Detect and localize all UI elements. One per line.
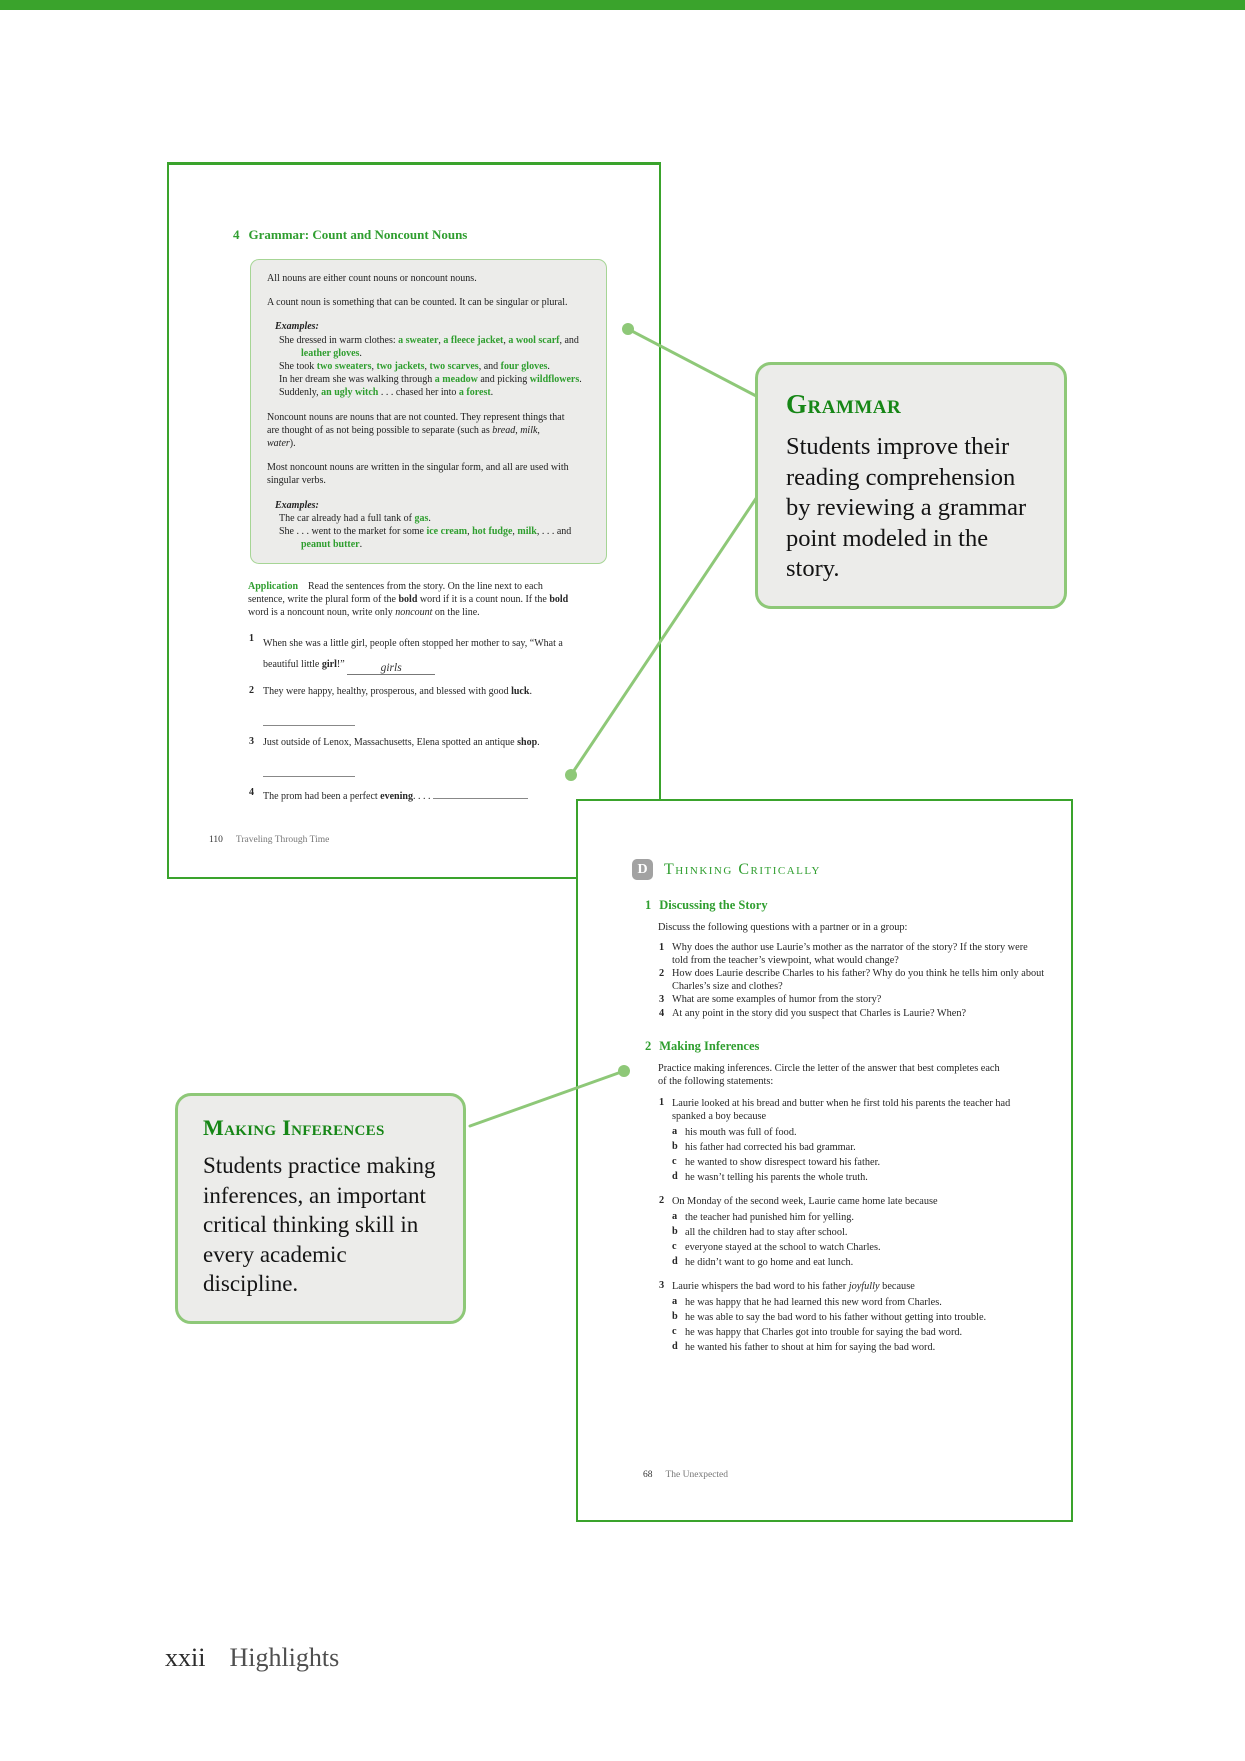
- choice-row: [672, 1241, 1045, 1254]
- question-row: [659, 994, 1045, 1007]
- subsection-number: 2: [645, 1038, 652, 1053]
- question-text: What are some examples of humor from the story?: [672, 994, 882, 1006]
- choice-letter: a: [672, 1210, 678, 1222]
- choice-text: he wasn’t telling his parents the whole truth.: [685, 1171, 868, 1183]
- question-number: 1: [659, 942, 665, 953]
- answer-blank-line: [263, 764, 355, 777]
- choice-text: he was happy that he had learned this new word from Charles.: [685, 1296, 942, 1308]
- item-number: 4: [249, 786, 254, 798]
- rule-paragraph: All nouns are either count nouns or noncount nouns.: [267, 273, 477, 284]
- subsection-number: 1: [645, 898, 652, 912]
- choices: [672, 1126, 1045, 1184]
- choice-letter: b: [672, 1140, 678, 1152]
- choice-row: [672, 1156, 1045, 1169]
- question-number: 2: [659, 968, 665, 980]
- page-number: 110: [209, 835, 223, 845]
- answer-blank-line: [433, 787, 528, 799]
- subsection-title: Making Inferences: [659, 1038, 760, 1053]
- examples-group: [267, 320, 590, 399]
- choice-row: [672, 1296, 1045, 1309]
- choice-text: everyone stayed at the school to watch Charles.: [685, 1241, 881, 1253]
- question-number: 2: [659, 1194, 665, 1206]
- folio-label: Highlights: [229, 1643, 340, 1672]
- choice-text: his mouth was full of food.: [685, 1126, 797, 1138]
- section-intro: Discuss the following questions with a partner or in a group:: [658, 922, 908, 933]
- mcq-stem: [659, 1097, 1045, 1123]
- rule-paragraph: Noncount nouns are nouns that are not counted. They represent things that are thought of as not being possible to separate (such as bread, milk, water).: [267, 411, 565, 450]
- section-letter-badge: D: [632, 859, 653, 880]
- item-number: 2: [249, 684, 254, 696]
- stem-text: Laurie whispers the bad word to his father joyfully because: [672, 1280, 915, 1292]
- choice-text: his father had corrected his bad grammar.: [685, 1141, 856, 1153]
- item-text: [263, 685, 532, 726]
- rule-paragraph: Most noncount nouns are written in the singular form, and all are used with singular verbs.: [267, 462, 569, 487]
- page2-content: [578, 801, 1071, 1354]
- choice-text: all the children had to stay after school.: [685, 1226, 848, 1238]
- choice-row: [672, 1211, 1045, 1224]
- thinking-critically-header: [632, 859, 1045, 880]
- choice-text: the teacher had punished him for yelling.: [685, 1211, 854, 1223]
- book-folio-line: [165, 1643, 339, 1673]
- choices: [672, 1211, 1045, 1269]
- choice-letter: c: [672, 1155, 677, 1167]
- page1-footer: [209, 835, 329, 845]
- example-line: Suddenly, an ugly witch . . . chased her into a forest.: [279, 387, 494, 399]
- choice-row: [672, 1311, 1045, 1324]
- choice-row: [672, 1226, 1045, 1239]
- mcq-stem: [659, 1280, 1045, 1293]
- inferences-callout-body: Students practice making inferences, an important critical thinking skill in every academic discipline.: [203, 1153, 436, 1296]
- page-number: 68: [643, 1470, 653, 1480]
- choice-row: [672, 1141, 1045, 1154]
- item-sentence: The prom had been a perfect evening. . . .: [263, 790, 433, 802]
- section-number: 4: [233, 227, 240, 242]
- examples-label: Examples:: [275, 321, 319, 333]
- choice-letter: c: [672, 1240, 677, 1252]
- item-number: 3: [249, 735, 254, 747]
- grammar-callout-body: Students improve their reading comprehension by reviewing a grammar point modeled in the story.: [786, 433, 1027, 582]
- question-row: [659, 942, 1045, 967]
- section-title: Grammar: Count and Noncount Nouns: [248, 227, 468, 242]
- grammar-callout-title: Grammar: [786, 389, 902, 419]
- page1-content: [169, 165, 659, 804]
- grammar-rule-box: [250, 259, 607, 564]
- example-line: In her dream she was walking through a meadow and picking wildflowers.: [279, 374, 582, 386]
- example-line: She . . . went to the market for some ice cream, hot fudge, milk, . . . and peanut butter.: [279, 526, 572, 551]
- mcq-item: [659, 1097, 1045, 1184]
- application-item: [249, 685, 659, 726]
- page2-thumbnail: [576, 799, 1073, 1522]
- choice-letter: a: [672, 1295, 678, 1307]
- item-number: 1: [249, 632, 254, 644]
- page2-footer: [643, 1470, 728, 1480]
- subsection-title: Discussing the Story: [659, 898, 768, 912]
- application-paragraph: Application Read the sentences from the story. On the line next to each sentence, write the plural form of the bold word if it is a count noun. If the bold word is a noncount noun, write only noncount on the line.: [248, 581, 569, 619]
- inference-questions: [659, 1097, 1045, 1354]
- example-line: She took two sweaters, two jackets, two scarves, and four gloves.: [279, 361, 550, 373]
- choice-row: [672, 1126, 1045, 1139]
- choice-letter: d: [672, 1170, 678, 1182]
- folio-number: xxii: [165, 1643, 206, 1672]
- choice-text: he didn’t want to go home and eat lunch.: [685, 1256, 854, 1268]
- grammar-callout: [755, 362, 1067, 609]
- choice-text: he was able to say the bad word to his father without getting into trouble.: [685, 1311, 987, 1323]
- example-line: The car already had a full tank of gas.: [279, 512, 431, 524]
- question-text: At any point in the story did you suspect that Charles is Laurie? When?: [672, 1007, 967, 1019]
- choice-letter: d: [672, 1340, 678, 1352]
- question-text: How does Laurie describe Charles to his father? Why do you think he tells him only about Charles’s size and clothes?: [672, 968, 1045, 992]
- question-row: [659, 968, 1045, 993]
- application-item: [249, 736, 659, 777]
- mcq-item: [659, 1280, 1045, 1354]
- question-text: Why does the author use Laurie’s mother as the narrator of the story? If the story were told from the teacher’s viewpoint, what would change?: [672, 942, 1028, 966]
- making-inferences-heading: [645, 1039, 1045, 1054]
- application-items: [249, 633, 659, 804]
- book-title: Traveling Through Time: [235, 835, 330, 845]
- discussing-story-heading: [645, 898, 1045, 913]
- thinking-critically-title: Thinking Critically: [664, 860, 821, 878]
- choices: [672, 1296, 1045, 1354]
- item-text: [263, 787, 528, 804]
- question-row: [659, 1008, 1045, 1021]
- mcq-stem: [659, 1195, 1045, 1208]
- inferences-callout: [175, 1093, 466, 1324]
- examples-label: Examples:: [275, 499, 319, 511]
- item-sentence: They were happy, healthy, prosperous, and blessed with good luck.: [263, 685, 532, 697]
- question-number: 4: [659, 1007, 665, 1019]
- item-sentence: Just outside of Lenox, Massachusetts, Elena spotted an antique shop.: [263, 736, 540, 748]
- section-intro: Practice making inferences. Circle the letter of the answer that best completes each of the following statements:: [658, 1062, 1000, 1087]
- stem-text: On Monday of the second week, Laurie came home late because: [672, 1195, 938, 1207]
- question-number: 1: [659, 1096, 665, 1108]
- grammar-section-heading: [233, 227, 659, 243]
- discussion-questions: [659, 942, 1045, 1021]
- top-green-bar: [0, 0, 1245, 10]
- choice-row: [672, 1341, 1045, 1354]
- stem-text: Laurie looked at his bread and butter when he first told his parents the teacher had spanked a boy because: [672, 1097, 1011, 1122]
- item-sentence: When she was a little girl, people often stopped her mother to say, “What a beautiful little girl!”: [263, 637, 563, 670]
- answer-blank-line: [263, 713, 355, 726]
- mcq-item: [659, 1195, 1045, 1269]
- question-number: 3: [659, 994, 665, 1006]
- page1-thumbnail: [167, 162, 661, 879]
- choice-text: he was happy that Charles got into trouble for saying the bad word.: [685, 1326, 963, 1338]
- choice-row: [672, 1326, 1045, 1339]
- application-item: [249, 633, 659, 675]
- choice-letter: b: [672, 1225, 678, 1237]
- question-number: 3: [659, 1279, 665, 1291]
- choice-text: he wanted his father to shout at him for saying the bad word.: [685, 1341, 936, 1353]
- choice-letter: d: [672, 1255, 678, 1267]
- example-line: She dressed in warm clothes: a sweater, a fleece jacket, a wool scarf, and leather gloves.: [279, 334, 579, 359]
- choice-row: [672, 1171, 1045, 1184]
- choice-letter: c: [672, 1325, 677, 1337]
- rule-paragraph: A count noun is something that can be counted. It can be singular or plural.: [267, 297, 568, 309]
- choice-letter: b: [672, 1310, 678, 1322]
- examples-group: [267, 499, 590, 552]
- handwritten-answer-line: girls: [347, 658, 435, 675]
- item-text: [263, 633, 577, 675]
- choice-text: he wanted to show disrespect toward his father.: [685, 1156, 881, 1168]
- book-title: The Unexpected: [665, 1470, 729, 1480]
- item-text: [263, 736, 540, 777]
- choice-letter: a: [672, 1125, 678, 1137]
- choice-row: [672, 1256, 1045, 1269]
- inferences-callout-title: Making Inferences: [203, 1115, 385, 1140]
